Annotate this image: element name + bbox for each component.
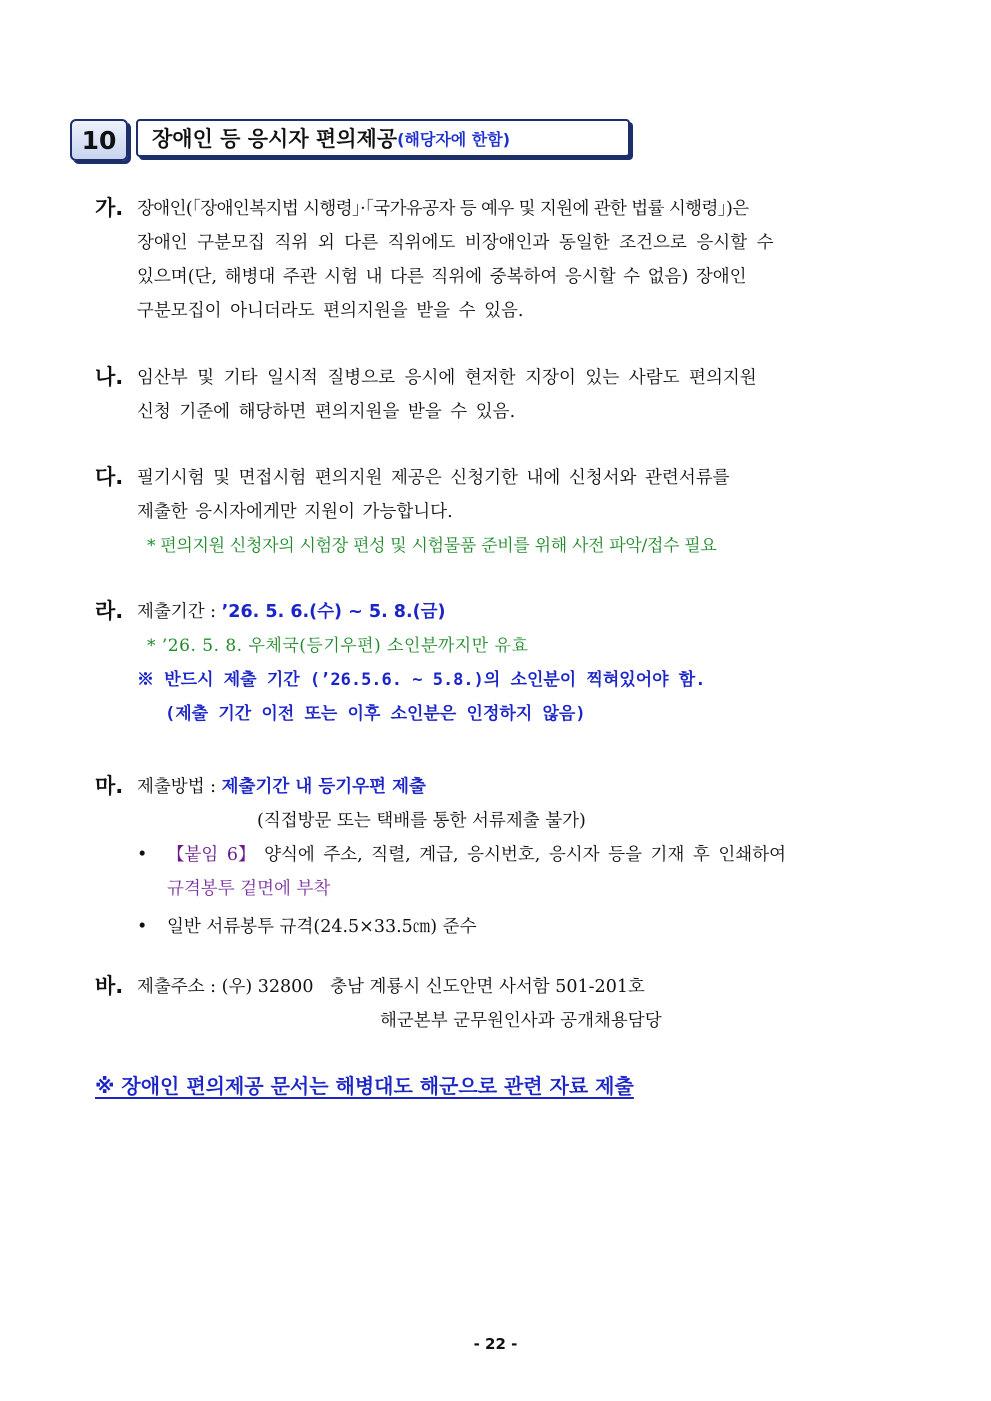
section-title: 장애인 등 응시자 편의제공 bbox=[152, 127, 398, 151]
item-body bbox=[137, 361, 925, 429]
text-line: 장애인(「장애인복지법 시행령」·「국가유공자 등 예우 및 지원에 관한 법률 시행령」)은 bbox=[137, 199, 749, 219]
bullet-dot: • bbox=[137, 845, 148, 865]
address-line: 해군본부 군무원인사과 공개채용담당 bbox=[380, 1011, 662, 1031]
item-na bbox=[95, 361, 925, 429]
item-marker: 마. bbox=[95, 774, 124, 798]
text-line: 신청 기준에 해당하면 편의지원을 받을 수 있음. bbox=[137, 402, 516, 422]
item-marker: 나. bbox=[95, 365, 124, 389]
note-line: * ’26. 5. 8. 우체국(등기우편) 소인분까지만 유효 bbox=[147, 636, 529, 656]
item-body bbox=[137, 595, 925, 731]
text-line: 임산부 및 기타 일시적 질병으로 응시에 현저한 지장이 있는 사람도 편의지원 bbox=[137, 368, 757, 388]
item-ra bbox=[95, 595, 925, 731]
submission-period: ’26. 5. 6.(수) ~ 5. 8.(금) bbox=[221, 602, 446, 622]
text-line bbox=[137, 770, 925, 804]
item-da bbox=[95, 461, 925, 563]
section-number: 10 bbox=[70, 119, 128, 161]
item-body bbox=[137, 970, 925, 1038]
method-note: (직접방문 또는 택배를 통한 서류제출 불가) bbox=[257, 811, 586, 831]
section-title-box bbox=[136, 119, 630, 157]
bullet-dot: • bbox=[137, 917, 148, 937]
item-marker: 바. bbox=[95, 974, 124, 998]
page-number: - 22 - bbox=[473, 1335, 518, 1353]
item-marker: 가. bbox=[95, 196, 124, 220]
item-body bbox=[137, 770, 925, 944]
text-line bbox=[137, 595, 925, 629]
text-line: 장애인 구분모집 직위 외 다른 직위에도 비장애인과 동일한 조건으로 응시할 수 bbox=[137, 233, 774, 253]
item-ga bbox=[95, 192, 925, 328]
text-line: 있으며(단, 해병대 주관 시험 내 다른 직위에 중복하여 응시할 수 없음) 장애인 bbox=[137, 267, 747, 287]
item-body bbox=[137, 192, 925, 328]
text-line: 구분모집이 아니더라도 편의지원을 받을 수 있음. bbox=[137, 301, 524, 321]
text-line bbox=[137, 970, 925, 1004]
text-line: 필기시험 및 면접시험 편의지원 제공은 신청기한 내에 신청서와 관련서류를 bbox=[137, 468, 730, 488]
item-marker: 라. bbox=[95, 599, 124, 623]
attachment-ref: 【붙임 6】 bbox=[167, 845, 256, 865]
bullet-text: 양식에 주소, 직렬, 계급, 응시번호, 응시자 등을 기재 후 인쇄하여 bbox=[255, 845, 787, 865]
warning-line: (제출 기간 이전 또는 이후 소인분은 인정하지 않음) bbox=[165, 704, 586, 724]
method-label: 제출방법 : bbox=[137, 777, 222, 797]
section-subtitle: (해당자에 한함) bbox=[397, 129, 511, 149]
bullet-text: 일반 서류봉투 규격(24.5×33.5㎝) 준수 bbox=[167, 917, 477, 937]
text-line bbox=[167, 838, 786, 872]
warning-line: ※ 반드시 제출 기간 (’26.5.6. ~ 5.8.)의 소인분이 찍혀있어야 함. bbox=[137, 670, 706, 690]
item-ba bbox=[95, 970, 925, 1038]
text-line: 규격봉투 겉면에 부착 bbox=[167, 879, 331, 899]
address-line: (우) 32800 충남 계룡시 신도안면 사서함 501-201호 bbox=[221, 977, 645, 997]
address-label: 제출주소 : bbox=[137, 977, 222, 997]
note-line: * 편의지원 신청자의 시험장 편성 및 시험물품 준비를 위해 사전 파악/접수 필요 bbox=[147, 536, 717, 556]
item-marker: 다. bbox=[95, 465, 124, 489]
bullet-item bbox=[137, 838, 925, 906]
footer-note: ※ 장애인 편의제공 문서는 해병대도 해군으로 관련 자료 제출 bbox=[95, 1074, 634, 1098]
period-label: 제출기간 : bbox=[137, 602, 222, 622]
text-line: 제출한 응시자에게만 지원이 가능합니다. bbox=[137, 502, 453, 522]
item-ma bbox=[95, 770, 925, 944]
item-body bbox=[137, 461, 925, 563]
submission-method: 제출기간 내 등기우편 제출 bbox=[221, 777, 426, 797]
bullet-item bbox=[137, 910, 925, 944]
